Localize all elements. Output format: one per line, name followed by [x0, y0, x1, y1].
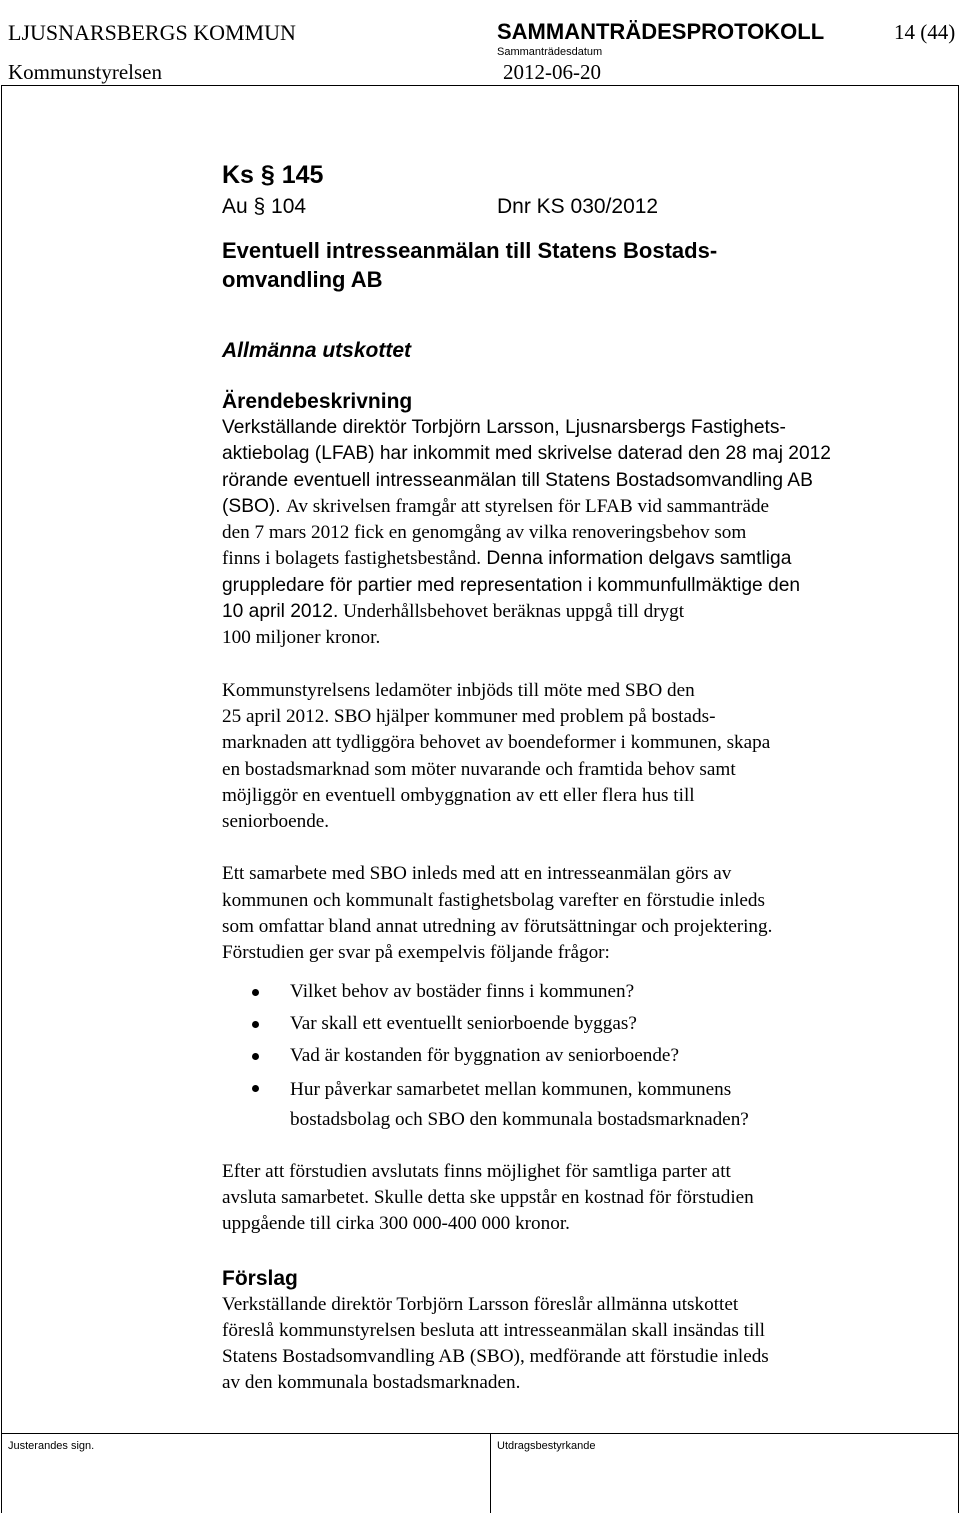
text-fragment: Av skrivelsen framgår att styrelsen för LFAB vid sammanträde — [285, 495, 770, 517]
text-line: Efter att förstudien avslutats finns möjlighet för samtliga parter att — [222, 1160, 731, 1182]
text-line: marknaden att tydliggöra behovet av boendeformer i kommunen, skapa — [222, 732, 771, 754]
text-fragment: 10 april 2012. — [222, 601, 339, 623]
footer-justerandes-sign: Justerandes sign. — [8, 1440, 95, 1452]
list-item-text: bostadsbolag och SBO den kommunala bostadsmarknaden? — [290, 1108, 749, 1130]
section-heading-forslag: Förslag — [222, 1266, 298, 1290]
text-line: av den kommunala bostadsmarknaden. — [222, 1372, 521, 1394]
paragraph-arende-1 — [222, 415, 922, 652]
footer-utdragsbestyrkande: Utdragsbestyrkande — [497, 1440, 596, 1452]
au-row — [222, 192, 922, 222]
header-date: 2012-06-20 — [503, 60, 601, 84]
list-item — [222, 1075, 922, 1135]
list-item — [222, 1011, 922, 1037]
text-line: Kommunstyrelsens ledamöter inbjöds till möte med SBO den — [222, 679, 695, 701]
list-item — [222, 979, 922, 1005]
bullet-icon — [252, 1053, 259, 1060]
protocol-content — [222, 160, 922, 1397]
text-line: en bostadsmarknad som möter nuvarande och framtida behov samt — [222, 758, 736, 780]
text-line: gruppledare för partier med representation i kommunfullmäktige den — [222, 574, 801, 596]
text-line: 100 miljoner kronor. — [222, 627, 381, 649]
text-line: möjliggör en eventuell ombyggnation av ett eller flera hus till — [222, 784, 695, 806]
question-list — [222, 979, 922, 1135]
header-page-number: 14 (44) — [894, 20, 956, 44]
bullet-icon — [252, 1021, 259, 1028]
paragraph-arende-4 — [222, 1159, 922, 1238]
text-line: uppgående till cirka 300 000-400 000 kronor. — [222, 1213, 570, 1235]
footer-divider — [1, 1433, 959, 1434]
text-line: avsluta samarbetet. Skulle detta ske uppstår en kostnad för förstudien — [222, 1186, 754, 1208]
text-line: Ett samarbete med SBO inleds med att en intresseanmälan görs av — [222, 863, 732, 885]
header-date-label: Sammanträdesdatum — [497, 46, 603, 58]
text-fragment: finns i bolagets fastighetsbestånd. — [222, 548, 481, 570]
text-line: rörande eventuell intresseanmälan till Statens Bostadsomvandling AB — [222, 469, 813, 491]
text-fragment: (SBO). — [222, 495, 286, 517]
list-item-text: Vad är kostanden för byggnation av seniorboende? — [290, 1044, 679, 1066]
text-line: seniorboende. — [222, 811, 330, 833]
text-line: den 7 mars 2012 fick en genomgång av vilka renoveringsbehov som — [222, 522, 747, 544]
header-body: Kommunstyrelsen — [8, 60, 162, 84]
paragraph-arende-3 — [222, 861, 922, 966]
text-line: som omfattar bland annat utredning av förutsättningar och projektering. — [222, 916, 773, 938]
text-line: 25 april 2012. SBO hjälper kommuner med problem på bostads- — [222, 705, 716, 727]
text-line: föreslå kommunstyrelsen besluta att intresseanmälan skall insändas till — [222, 1319, 765, 1341]
au-paragraph-number: Au § 104 — [222, 195, 307, 218]
diary-number: Dnr KS 030/2012 — [497, 195, 659, 218]
paragraph-arende-2 — [222, 678, 922, 836]
case-title — [222, 236, 922, 294]
footer-column-divider — [490, 1433, 491, 1513]
text-line: kommunen och kommunalt fastighetsbolag varefter en förstudie inleds — [222, 889, 765, 911]
text-line: Verkställande direktör Torbjörn Larsson, Ljusnarsbergs Fastighets- — [222, 417, 786, 438]
committee-name: Allmänna utskottet — [222, 339, 412, 362]
case-title-line: omvandling AB — [222, 267, 383, 292]
header-divider — [1, 85, 959, 86]
text-line: Verkställande direktör Torbjörn Larsson föreslår allmänna utskottet — [222, 1293, 739, 1315]
list-item — [222, 1043, 922, 1069]
case-title-line: Eventuell intresseanmälan till Statens Bostads- — [222, 238, 718, 263]
text-fragment: Underhållsbehovet beräknas uppgå till drygt — [338, 601, 685, 623]
list-item-text: Vilket behov av bostäder finns i kommunen? — [290, 980, 635, 1002]
ks-paragraph-number: Ks § 145 — [222, 161, 324, 189]
text-line: aktiebolag (LFAB) har inkommit med skrivelse daterad den 28 maj 2012 — [222, 443, 831, 465]
list-item-text: Var skall ett eventuellt seniorboende byggas? — [290, 1012, 637, 1034]
header-document-type: SAMMANTRÄDESPROTOKOLL — [497, 19, 825, 44]
list-item-text: Hur påverkar samarbetet mellan kommunen, kommunens — [290, 1078, 732, 1100]
page-frame-left — [1, 85, 2, 1513]
bullet-icon — [252, 989, 259, 996]
text-fragment: Denna information delgavs samtliga — [481, 548, 792, 570]
header-municipality: LJUSNARSBERGS KOMMUN — [8, 20, 296, 45]
page-frame-right — [958, 85, 959, 1513]
bullet-icon — [252, 1085, 259, 1092]
text-line: Förstudien ger svar på exempelvis följande frågor: — [222, 942, 610, 964]
text-line: Statens Bostadsomvandling AB (SBO), medförande att förstudie inleds — [222, 1346, 769, 1368]
section-heading-arendebeskrivning: Ärendebeskrivning — [222, 390, 413, 413]
paragraph-forslag — [222, 1292, 922, 1397]
